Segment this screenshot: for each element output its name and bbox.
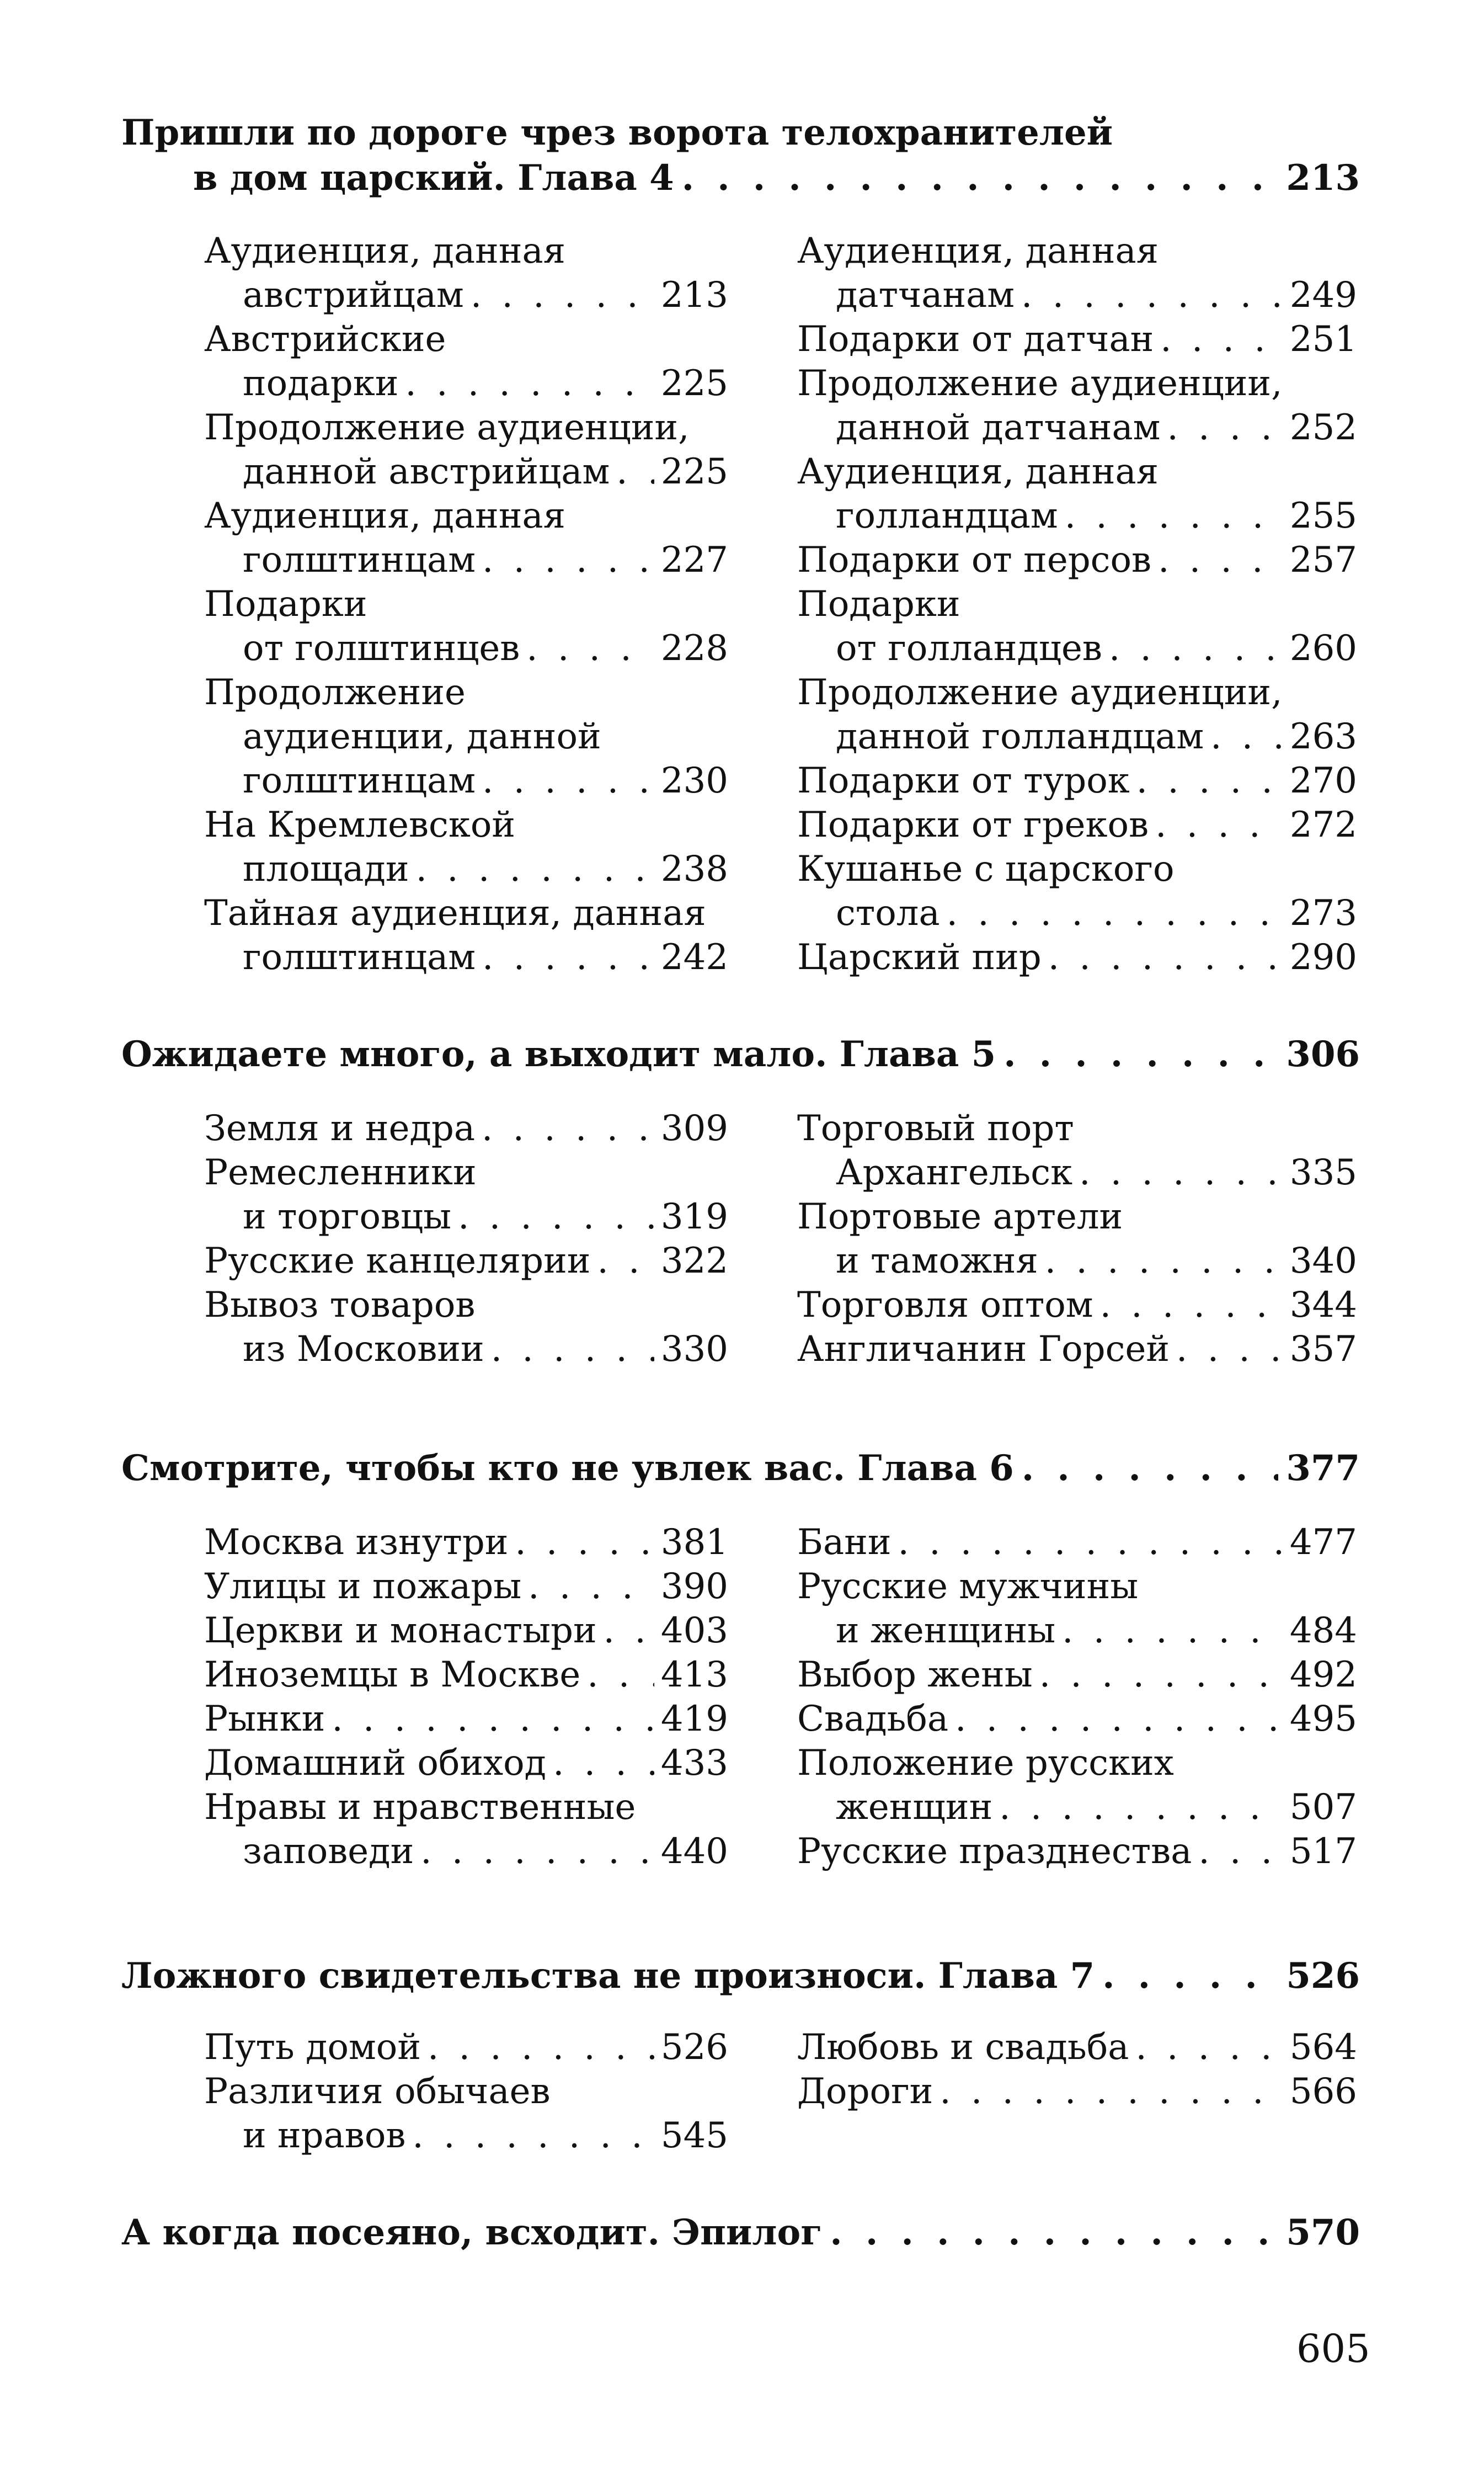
- dot-leader: [458, 1195, 654, 1239]
- chapter-5-left-column: [121, 1106, 739, 1371]
- toc-entry: [204, 2025, 728, 2069]
- toc-entry: [797, 317, 1357, 361]
- toc-entry: [204, 1785, 728, 1874]
- toc-entry: [204, 1283, 728, 1371]
- dot-leader: [1048, 935, 1283, 980]
- toc-entry-page-number: 322: [660, 1241, 728, 1281]
- dot-leader: [416, 847, 654, 891]
- toc-entry: [204, 803, 728, 891]
- dot-leader: [1045, 1239, 1283, 1283]
- toc-entry-line: женщин: [836, 1787, 993, 1828]
- toc-entry-page-number: 252: [1289, 407, 1357, 448]
- dot-leader: [1160, 317, 1283, 361]
- chapter-4: [121, 110, 1360, 978]
- dot-leader: [482, 759, 654, 803]
- toc-entry-line: от голштинцев: [243, 628, 520, 669]
- toc-entry-line: Продолжение аудиенции,: [797, 672, 1283, 713]
- toc-entry-page-number: 249: [1289, 275, 1357, 316]
- toc-entry-line: Аудиенция, данная: [204, 496, 565, 536]
- toc-entry-page-number: 228: [660, 628, 728, 669]
- toc-entry-line: Англичанин Горсей: [797, 1329, 1170, 1370]
- toc-entry-line: и торговцы: [243, 1196, 452, 1237]
- epilogue: [121, 2210, 1360, 2255]
- toc-entry-line: Путь домой: [204, 2027, 421, 2068]
- toc-entry-line: стола: [836, 893, 940, 934]
- dot-leader: [1136, 759, 1283, 803]
- chapter-title-line: Смотрите, чтобы кто не увлек вас. Глава 6: [121, 1448, 1014, 1489]
- toc-entry: [797, 538, 1357, 582]
- toc-entry-line: Продолжение аудиенции,: [204, 407, 690, 448]
- toc-entry-line: Тайная аудиенция, данная: [204, 893, 706, 934]
- dot-leader: [1062, 1609, 1283, 1653]
- chapter-6: [121, 1446, 1360, 1872]
- toc-entry-line: аудиенции, данной: [243, 716, 601, 757]
- toc-entry: [797, 1327, 1357, 1371]
- toc-entry: [204, 406, 728, 494]
- toc-entry: [204, 671, 728, 803]
- chapter-title-line: А когда посеяно, всходит. Эпилог: [121, 2212, 823, 2253]
- toc-entry-page-number: 257: [1289, 540, 1357, 581]
- dot-leader: [1176, 1327, 1283, 1371]
- dot-leader: [528, 1565, 654, 1609]
- toc-entry-page-number: 357: [1289, 1329, 1357, 1370]
- toc-entry-line: голштинцам: [243, 540, 476, 581]
- toc-entry-line: Подарки: [797, 584, 960, 625]
- toc-entry: [797, 1697, 1357, 1741]
- toc-entry-line: и женщины: [836, 1610, 1056, 1651]
- dot-leader: [1135, 2025, 1283, 2069]
- toc-entry-line: На Кремлевской: [204, 805, 516, 845]
- toc-entry-page-number: 545: [660, 2115, 728, 2156]
- toc-entry-page-number: 272: [1289, 805, 1357, 845]
- toc-entry-line: Иноземцы в Москве: [204, 1654, 581, 1695]
- toc-entry-line: голштинцам: [243, 760, 476, 801]
- toc-entry: [204, 582, 728, 671]
- toc-entry: [797, 2025, 1357, 2069]
- toc-entry: [204, 1741, 728, 1785]
- toc-entry-page-number: 440: [660, 1831, 728, 1872]
- toc-entry-page-number: 309: [660, 1108, 728, 1149]
- toc-entry-page-number: 433: [660, 1743, 728, 1784]
- toc-entry: [797, 759, 1357, 803]
- dot-leader: [482, 538, 654, 582]
- toc-entry: [797, 803, 1357, 847]
- toc-entry: [797, 582, 1357, 671]
- toc-entry-page-number: 413: [660, 1654, 728, 1695]
- toc-entry: [204, 317, 728, 406]
- toc-entry: [797, 935, 1357, 980]
- toc-entry-line: Любовь и свадьба: [797, 2027, 1129, 2068]
- toc-entry-line: Продолжение: [204, 672, 466, 713]
- toc-entry-page-number: 263: [1289, 716, 1357, 757]
- toc-entry-page-number: 403: [660, 1610, 728, 1651]
- toc-entry: [797, 450, 1357, 538]
- toc-entry-line: Русские празднества: [797, 1831, 1192, 1872]
- toc-entry: [797, 1283, 1357, 1327]
- chapter-title-line: Ожидаете много, а выходит мало. Глава 5: [121, 1034, 996, 1075]
- dot-leader: [420, 1829, 654, 1874]
- toc-entry-line: Архангельск: [836, 1152, 1073, 1193]
- toc-entry-page-number: 335: [1289, 1152, 1357, 1193]
- dot-leader: [830, 2210, 1278, 2255]
- toc-entry-line: Дороги: [797, 2071, 933, 2112]
- dot-leader: [491, 1327, 654, 1371]
- toc-entry-line: голландцам: [836, 496, 1058, 536]
- dot-leader: [1003, 1032, 1278, 1077]
- toc-entry-line: Ремесленники: [204, 1152, 477, 1193]
- dot-leader: [1022, 1446, 1279, 1491]
- chapter-page-number: 213: [1286, 157, 1360, 199]
- dot-leader: [482, 1106, 654, 1151]
- dot-leader: [587, 1653, 654, 1697]
- toc-entry-line: данной голландцам: [836, 716, 1204, 757]
- dot-leader: [955, 1697, 1283, 1741]
- toc-entry-page-number: 566: [1289, 2071, 1357, 2112]
- toc-entry-line: Царский пир: [797, 937, 1042, 978]
- toc-entry-line: датчанам: [836, 275, 1015, 316]
- toc-entry-page-number: 517: [1289, 1831, 1357, 1872]
- dot-leader: [553, 1741, 654, 1785]
- toc-entry-line: подарки: [243, 363, 399, 404]
- toc-entry-line: заповеди: [243, 1831, 414, 1872]
- toc-entry-page-number: 227: [660, 540, 728, 581]
- toc-entry-line: Аудиенция, данная: [797, 231, 1159, 272]
- toc-entry-line: площади: [243, 849, 409, 890]
- toc-entry-page-number: 290: [1289, 937, 1357, 978]
- toc-entry-line: Портовые артели: [797, 1196, 1123, 1237]
- toc-entry-line: Торговля оптом: [797, 1285, 1093, 1326]
- epilogue-title: [121, 2210, 1360, 2255]
- toc-entry-line: Москва изнутри: [204, 1522, 509, 1563]
- toc-entry-line: из Московии: [243, 1329, 484, 1370]
- toc-entry-page-number: 495: [1289, 1699, 1357, 1739]
- toc-entry-line: Торговый порт: [797, 1108, 1074, 1149]
- toc-entry-page-number: 507: [1289, 1787, 1357, 1828]
- toc-entry-line: Австрийские: [204, 319, 446, 360]
- dot-leader: [898, 1520, 1283, 1565]
- dot-leader: [947, 891, 1283, 935]
- toc-entry-line: Бани: [797, 1522, 892, 1563]
- dot-leader: [1210, 715, 1283, 759]
- toc-entry-line: Подарки от персов: [797, 540, 1152, 581]
- dot-leader: [939, 2069, 1283, 2114]
- toc-entry-page-number: 242: [660, 937, 728, 978]
- chapter-6-left-column: [121, 1520, 739, 1874]
- toc-entry: [797, 1829, 1357, 1874]
- toc-entry: [797, 1565, 1357, 1653]
- chapter-title-line: Ложного свидетельства не произноси. Глава 7: [121, 1955, 1095, 1997]
- dot-leader: [1109, 626, 1283, 671]
- toc-entry-line: Рынки: [204, 1699, 325, 1739]
- toc-entry-page-number: 419: [660, 1699, 728, 1739]
- dot-leader: [471, 273, 654, 317]
- dot-leader: [515, 1520, 654, 1565]
- toc-entry-page-number: 260: [1289, 628, 1357, 669]
- chapter-page-number: 377: [1286, 1448, 1360, 1489]
- toc-entry-page-number: 213: [660, 275, 728, 316]
- toc-entry: [204, 1697, 728, 1741]
- toc-entry: [204, 1565, 728, 1609]
- toc-entry: [797, 671, 1357, 759]
- dot-leader: [604, 1609, 654, 1653]
- toc-entry: [204, 229, 728, 317]
- toc-entry-page-number: 319: [660, 1196, 728, 1237]
- toc-entry-line: и нравов: [243, 2115, 406, 2156]
- toc-entry-page-number: 238: [660, 849, 728, 890]
- dot-leader: [1155, 803, 1283, 847]
- toc-entry: [797, 1195, 1357, 1283]
- dot-leader: [999, 1785, 1283, 1829]
- chapter-title-line: в дом царский. Глава 4: [193, 157, 674, 199]
- chapter-7-right-column: [739, 2025, 1357, 2158]
- dot-leader: [616, 450, 654, 494]
- toc-entry-page-number: 526: [660, 2027, 728, 2068]
- toc-entry-page-number: 344: [1289, 1285, 1357, 1326]
- toc-entry-page-number: 273: [1289, 893, 1357, 934]
- toc-entry-page-number: 270: [1289, 760, 1357, 801]
- toc-entry: [797, 361, 1357, 450]
- chapter-6-title: [121, 1446, 1360, 1491]
- toc-entry: [797, 847, 1357, 935]
- toc-entry-line: Вывоз товаров: [204, 1285, 476, 1326]
- toc-entry: [204, 1653, 728, 1697]
- toc-entry: [797, 1741, 1357, 1829]
- chapter-page-number: 570: [1286, 2212, 1360, 2253]
- dot-leader: [482, 935, 654, 980]
- toc-entry: [204, 1520, 728, 1565]
- toc-entry-line: Кушанье с царского: [797, 849, 1175, 890]
- toc-entry-line: Подарки от датчан: [797, 319, 1154, 360]
- toc-entry: [204, 2069, 728, 2158]
- toc-entry-line: Церкви и монастыри: [204, 1610, 597, 1651]
- chapter-title-line: Пришли по дороге чрез ворота телохранителей: [121, 112, 1113, 153]
- dot-leader: [428, 2025, 654, 2069]
- toc-entry-line: Улицы и пожары: [204, 1566, 522, 1607]
- toc-entry: [797, 1520, 1357, 1565]
- chapter-6-right-column: [739, 1520, 1357, 1874]
- toc-entry: [797, 1106, 1357, 1195]
- chapter-4-title: [121, 110, 1360, 201]
- chapter-5-title: [121, 1032, 1360, 1077]
- toc-entry-line: Положение русских: [797, 1743, 1174, 1784]
- toc-entry-line: данной австрийцам: [243, 451, 610, 492]
- toc-entry-line: данной датчанам: [836, 407, 1161, 448]
- toc-entry: [204, 1239, 728, 1283]
- toc-entry-page-number: 330: [660, 1329, 728, 1370]
- toc-entry: [797, 1653, 1357, 1697]
- toc-entry: [204, 891, 728, 980]
- toc-entry: [204, 1106, 728, 1151]
- toc-entry-line: и таможня: [836, 1241, 1038, 1281]
- dot-leader: [332, 1697, 654, 1741]
- dot-leader: [1167, 406, 1283, 450]
- dot-leader: [405, 361, 654, 406]
- toc-entry-line: Нравы и нравственные: [204, 1787, 636, 1828]
- toc-entry-page-number: 255: [1289, 496, 1357, 536]
- toc-entry-line: Русские канцелярии: [204, 1241, 591, 1281]
- toc-entry-page-number: 564: [1289, 2027, 1357, 2068]
- dot-leader: [682, 156, 1279, 201]
- toc-entry-page-number: 484: [1289, 1610, 1357, 1651]
- toc-entry-line: Свадьба: [797, 1699, 949, 1739]
- toc-entry: [797, 229, 1357, 317]
- dot-leader: [1158, 538, 1283, 582]
- toc-entry-page-number: 251: [1289, 319, 1357, 360]
- toc-entry-page-number: 492: [1289, 1654, 1357, 1695]
- toc-entry-page-number: 225: [660, 451, 728, 492]
- chapter-7-title: [121, 1954, 1360, 1999]
- toc-entry-page-number: 477: [1289, 1522, 1357, 1563]
- toc-entry-page-number: 381: [660, 1522, 728, 1563]
- chapter-7: [121, 1954, 1360, 2156]
- toc-entry-line: австрийцам: [243, 275, 464, 316]
- toc-entry-line: Подарки от турок: [797, 760, 1130, 801]
- dot-leader: [1021, 273, 1283, 317]
- toc-entry-page-number: 340: [1289, 1241, 1357, 1281]
- chapter-page-number: 306: [1286, 1034, 1360, 1075]
- chapter-page-number: 526: [1286, 1955, 1360, 1997]
- chapter-7-left-column: [121, 2025, 739, 2158]
- toc-entry-line: Аудиенция, данная: [797, 451, 1159, 492]
- toc-entry-page-number: 230: [660, 760, 728, 801]
- toc-entry-line: Домашний обиход: [204, 1743, 547, 1784]
- toc-entry-line: Продолжение аудиенции,: [797, 363, 1283, 404]
- toc-entry-page-number: 225: [660, 363, 728, 404]
- toc-entry: [204, 494, 728, 582]
- chapter-5: [121, 1032, 1360, 1370]
- chapter-5-right-column: [739, 1106, 1357, 1371]
- dot-leader: [526, 626, 654, 671]
- dot-leader: [1198, 1829, 1283, 1874]
- toc-entry-page-number: 390: [660, 1566, 728, 1607]
- toc-entry-line: Выбор жены: [797, 1654, 1033, 1695]
- toc-entry: [204, 1609, 728, 1653]
- toc-entry: [204, 1151, 728, 1239]
- toc-entry-line: голштинцам: [243, 937, 476, 978]
- toc-entry: [797, 2069, 1357, 2114]
- dot-leader: [1065, 494, 1283, 538]
- dot-leader: [1100, 1283, 1283, 1327]
- dot-leader: [597, 1239, 654, 1283]
- dot-leader: [412, 2114, 654, 2158]
- toc-entry-line: от голландцев: [836, 628, 1102, 669]
- toc-entry-line: Подарки: [204, 584, 367, 625]
- toc-entry-line: Земля и недра: [204, 1108, 475, 1149]
- toc-entry-line: Различия обычаев: [204, 2071, 551, 2112]
- toc-entry-line: Аудиенция, данная: [204, 231, 565, 272]
- dot-leader: [1039, 1653, 1283, 1697]
- page-number: 605: [1296, 2326, 1370, 2371]
- dot-leader: [1079, 1151, 1283, 1195]
- toc-entry-line: Русские мужчины: [797, 1566, 1139, 1607]
- chapter-4-right-column: [739, 229, 1357, 980]
- chapter-4-left-column: [121, 229, 739, 980]
- dot-leader: [1102, 1954, 1278, 1999]
- toc-entry-line: Подарки от греков: [797, 805, 1149, 845]
